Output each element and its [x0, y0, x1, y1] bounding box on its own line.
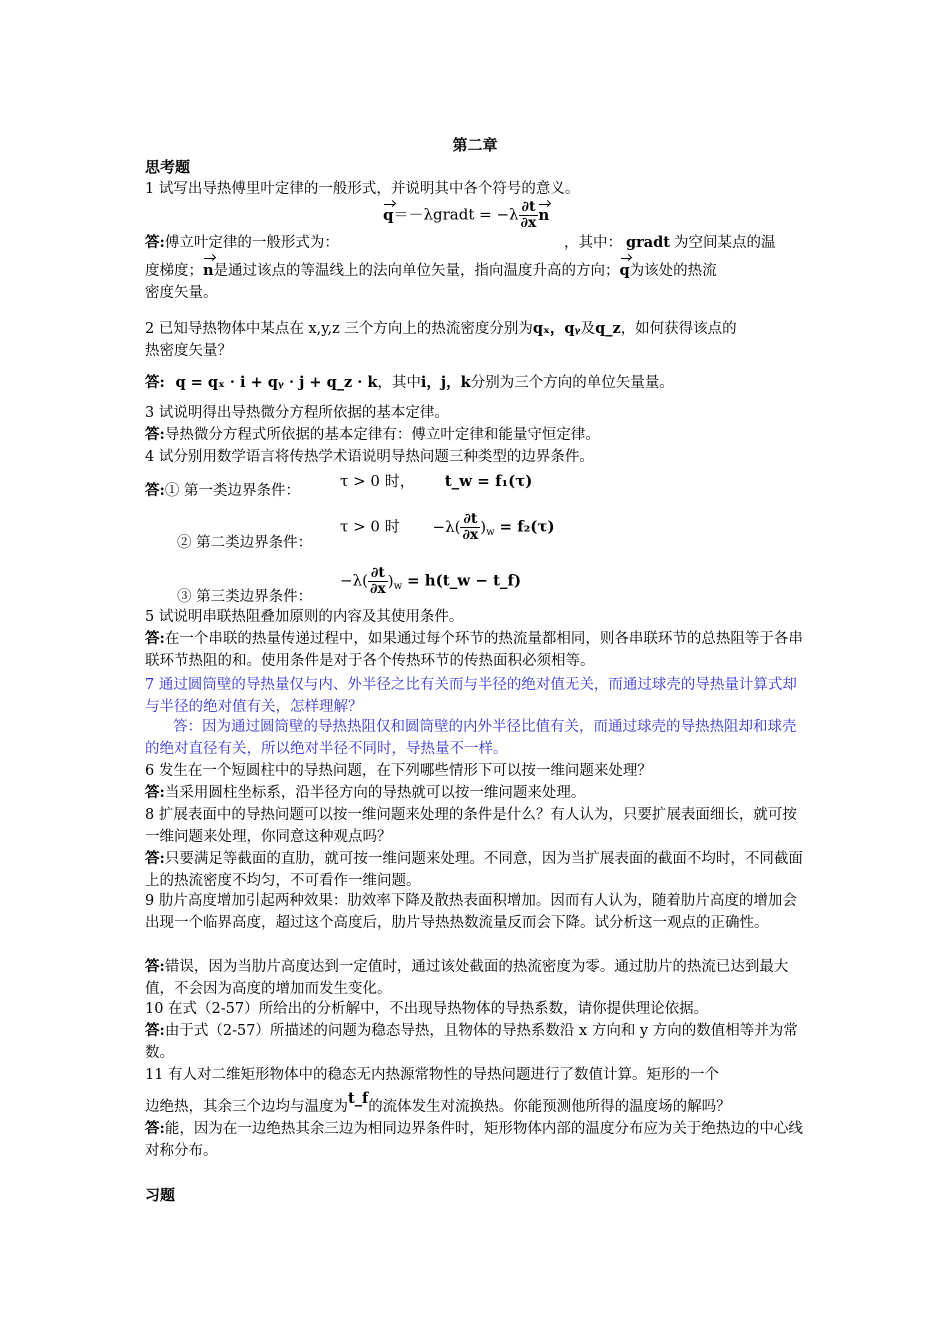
- text: = h(t_w − t_f): [406, 571, 522, 590]
- q4-condition-2-equation: τ > 0 时 −λ( $\frac{\partial t}{\partial x}$ )$_w = f_2(\tau)$: [340, 511, 555, 543]
- q7-question: 7 通过圆筒壁的导热量仅与内、外半径之比有关而与半径的绝对值无关，而通过球壳的导热量计算式却与半径的绝对值有关，怎样理解？: [145, 677, 797, 715]
- section-heading-exercises: 习题: [145, 1186, 176, 1204]
- q8-answer: [145, 848, 810, 892]
- frac-num: ∂t: [519, 200, 539, 216]
- answer-label: 答:: [145, 426, 165, 443]
- q9-question: 9 肋片高度增加引起两种效果：肋效率下降及散热表面积增加。因而有人认为，随着肋片高度的增加会出现一个临界高度，超过这个高度后，肋片导热热数流量反而会下降。试分析这一观点的正确性。: [145, 893, 797, 931]
- tf-symbol: t_f: [348, 1090, 369, 1107]
- text: ，如何获得该点的: [620, 321, 737, 337]
- text: τ > 0 时，: [340, 472, 415, 490]
- answer-label: 答:: [145, 850, 165, 867]
- q5-question: 5 试说明串联热阻叠加原则的内容及其使用条件。: [145, 609, 464, 625]
- answer-text: 错误，因为当肋片高度达到一定值时，通过该处截面的热流密度为零。通过肋片的热流已达到最大值，不会因为高度的增加而发生变化。: [145, 959, 789, 997]
- q1-fourier-equation: [383, 200, 549, 231]
- text: 为该处的热流: [629, 263, 717, 279]
- q7-answer: 答：因为通过圆筒壁的导热热阻仅和圆筒壁的内外半径比值有关，而通过球壳的导热热阻却和球壳的绝对直径有关，所以绝对半径不同时，导热量不一样。: [145, 719, 797, 757]
- q4-condition-1-equation: [340, 470, 532, 491]
- text: t_w = f₁(τ): [444, 472, 533, 490]
- answer-label: 答:: [145, 374, 165, 391]
- n-vector-symbol: n: [538, 205, 550, 224]
- answer-text: 由于式（2-57）所描述的问题为稳态导热，且物体的导热系数沿 x 方向和 y 方向的数值相等并为常数。: [145, 1023, 798, 1061]
- answer-text: 导热微分方程式所依据的基本定律有：傅立叶定律和能量守恒定律。: [164, 427, 600, 443]
- frac-den: ∂x: [369, 581, 386, 597]
- q6-question: 6 发生在一个短圆柱中的导热问题，在下列哪些情形下可以按一维问题来处理？: [145, 763, 652, 779]
- answer-label: 答:: [145, 1120, 165, 1137]
- q8-question: 8 扩展表面中的导热问题可以按一维问题来处理的条件是什么？有人认为，只要扩展表面细长，就可按一维问题来处理，你同意这种观点吗？: [145, 807, 797, 845]
- answer-text: 能，因为在一边绝热其余三边为相同边界条件时，矩形物体内部的温度分布应为关于绝热边的中心线对称分布。: [145, 1121, 803, 1159]
- text: ，其中: [377, 375, 421, 391]
- answer-text: 在一个串联的热量传递过程中，如果通过每个环节的热流量都相同，则各串联环节的总热阻等于各串联环节热阻的和。使用条件是对于各个传热环节的传热面积必须相等。: [145, 631, 803, 669]
- frac-num: ∂t: [460, 512, 480, 528]
- answer-label: 答:: [145, 958, 165, 975]
- q1-answer-line2: [145, 260, 810, 282]
- frac-den: ∂x: [462, 527, 479, 543]
- text: 是通过该点的等温线上的法向单位矢量，指向温度升高的方向；: [213, 263, 620, 279]
- q11-answer: [145, 1118, 810, 1162]
- q11-question-line2: [145, 1090, 810, 1118]
- answer-label: 答:: [145, 234, 165, 251]
- text: 分别为三个方向的单位矢量量。: [470, 375, 674, 391]
- q6-answer: [145, 782, 810, 804]
- eq-text: ＝－λgradt = −λ: [393, 205, 519, 224]
- answer-label: 答:: [145, 630, 165, 647]
- answer-text: 只要满足等截面的直肋，就可按一维问题来处理。不同意，因为当扩展表面的截面不均时，不同截面上的热流密度不均匀，不可看作一维问题。: [145, 851, 803, 889]
- q-vector-symbol: q: [383, 205, 394, 224]
- text: ，其中：: [564, 235, 622, 251]
- frac-num: ∂t: [368, 566, 388, 582]
- answer-label: 答:: [145, 784, 165, 801]
- q3-question: 3 试说明得出导热微分方程所依据的基本定律。: [145, 405, 449, 421]
- text: 2 已知导热物体中某点在 x,y,z 三个方向上的热流密度分别为: [145, 321, 533, 337]
- q9-answer: [145, 956, 810, 1000]
- q2-question: [145, 318, 810, 340]
- q-vector-equation: q = qₓ · i + qᵧ · j + q_z · k: [175, 374, 378, 391]
- q2-answer: [145, 372, 810, 394]
- ijk-symbols: i，j，k: [420, 374, 471, 391]
- q1-answer-line3: 密度矢量。: [145, 285, 218, 301]
- q4-condition-3-equation: −λ( $\frac{\partial t}{\partial x}$ )$_w$ = h(t_w − t_f): [340, 565, 522, 597]
- q-vector-symbol: q: [620, 260, 630, 282]
- section-heading-think: 思考题: [145, 158, 191, 176]
- qx-qy-symbols: qₓ，qᵧ: [532, 320, 581, 337]
- q10-question: 10 在式（2-57）所给出的分析解中，不出现导热物体的导热系数，请你提供理论依据。: [145, 1001, 709, 1017]
- gradt-symbol: gradt: [626, 234, 671, 251]
- q4-condition-3: ③ 第三类边界条件：: [177, 589, 313, 605]
- answer-text: 傅立叶定律的一般形式为：: [164, 235, 339, 251]
- answer-label: 答:: [145, 482, 165, 499]
- q5-answer: [145, 628, 810, 672]
- n-vector-symbol: n: [203, 260, 214, 282]
- text: 及: [580, 321, 596, 337]
- q1-answer-tail: [564, 232, 814, 254]
- partial-fraction: [519, 200, 539, 231]
- q4-condition-2: ② 第二类边界条件：: [177, 535, 313, 551]
- q1-question: 1 试写出导热傅里叶定律的一般形式，并说明其中各个符号的意义。: [145, 181, 580, 197]
- chapter-title: 第二章: [452, 136, 498, 154]
- text: = f₂(τ): [499, 517, 555, 536]
- text: 为空间某点的温: [674, 235, 776, 251]
- text: 的流体发生对流换热。你能预测他所得的温度场的解吗？: [368, 1099, 731, 1115]
- text: 度梯度；: [145, 263, 203, 279]
- text: τ > 0 时: [340, 517, 400, 536]
- answer-label: 答:: [145, 1022, 165, 1039]
- answer-text: 当采用圆柱坐标系，沿半径方向的导热就可以按一维问题来处理。: [164, 785, 586, 801]
- frac-den: ∂x: [520, 215, 537, 231]
- condition-label: ① 第一类边界条件：: [164, 483, 300, 499]
- text: 边绝热，其余三个边均与温度为: [145, 1099, 348, 1115]
- q11-question: 11 有人对二维矩形物体中的稳态无内热源常物性的导热问题进行了数值计算。矩形的一个: [145, 1067, 720, 1083]
- q3-answer: [145, 424, 810, 446]
- q10-answer: [145, 1020, 810, 1064]
- qz-symbol: q_z: [595, 320, 621, 337]
- q4-question: 4 试分别用数学语言将传热学术语说明导热问题三种类型的边界条件。: [145, 449, 594, 465]
- q2-question-line2: 热密度矢量？: [145, 343, 232, 359]
